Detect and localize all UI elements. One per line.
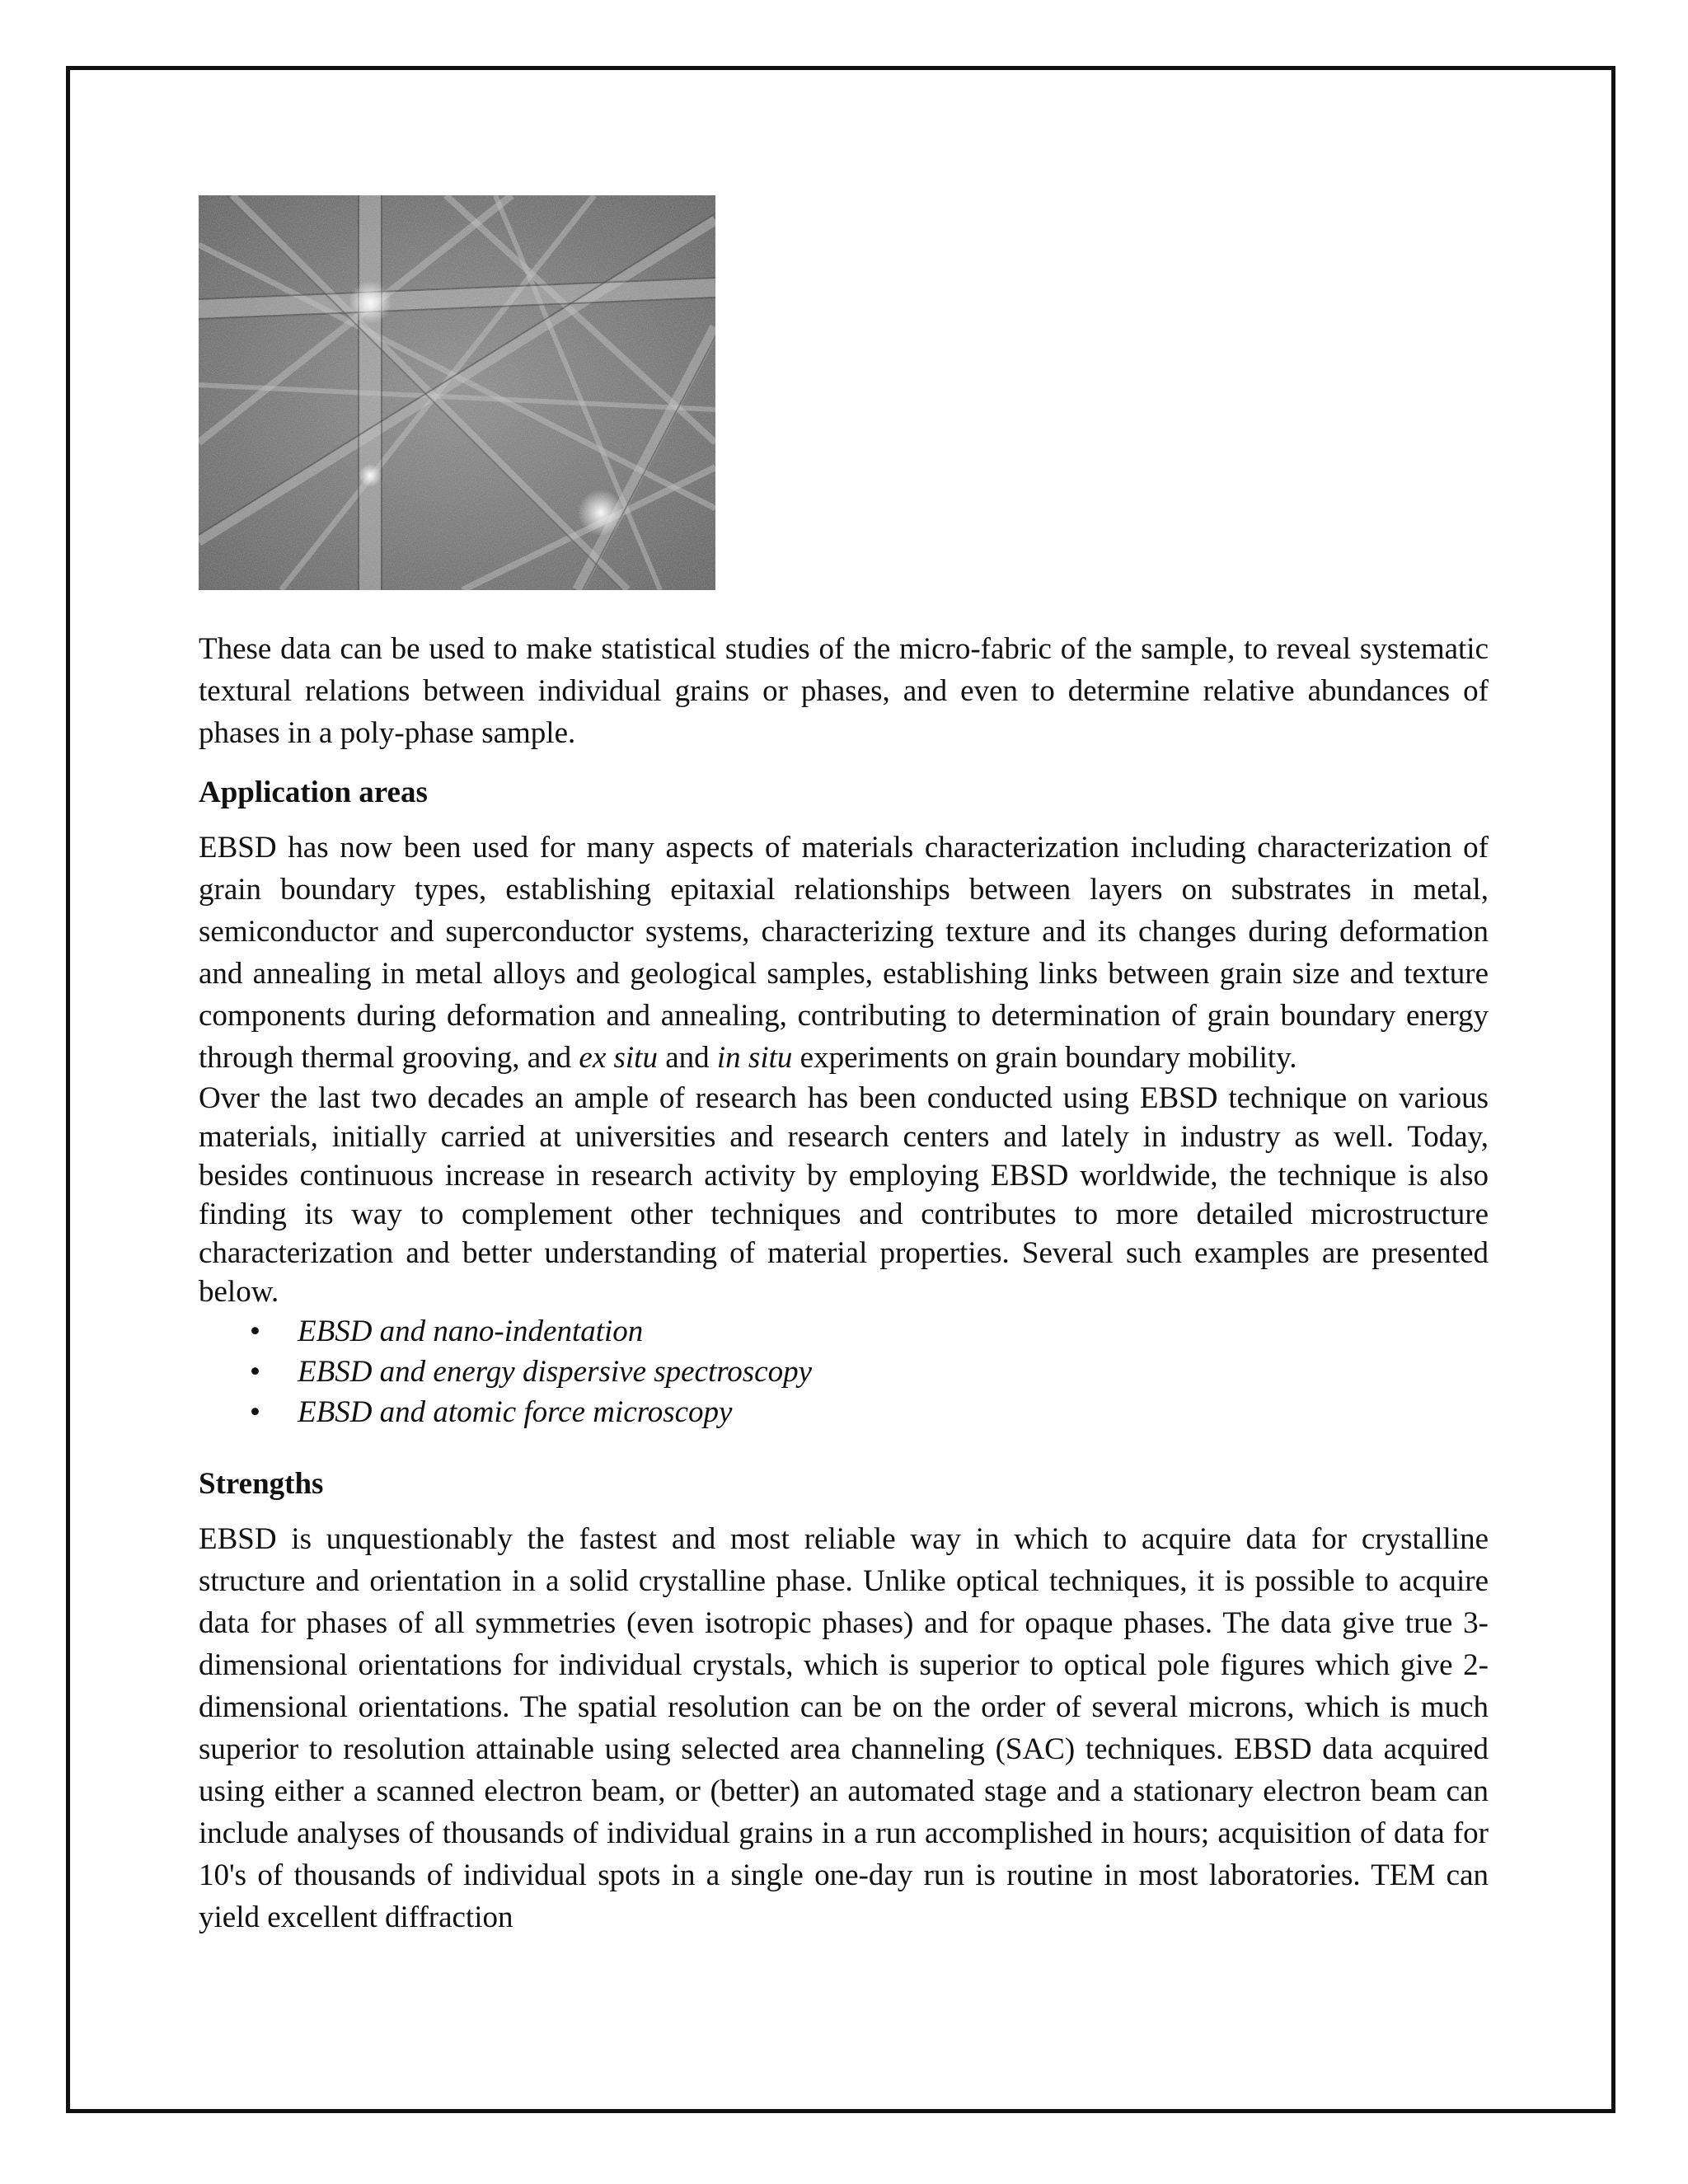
strengths-paragraph: EBSD is unquestionably the fastest and most reliable way in which to acquire data for crystalline structure and orientation in a solid crystalline phase. Unlike optical techniques, it is possible to acquire data for phases of all symmetries (even isotropic phases) and for opaque phases. The data give true 3-dimensional orientations for individual crystals, which is superior to optical pole figures which give 2-dimensional orientations. The spatial resolution can be on the order of several microns, which is much superior to resolution attainable using selected area channeling (SAC) techniques. EBSD data acquired using either a scanned electron beam, or (better) an automated stage and a stationary electron beam can include analyses of thousands of individual grains in a run accomplished in hours; acquisition of data for 10's of thousands of individual spots in a single one-day run is routine in most laboratories. TEM can yield excellent diffraction bbox=[199, 1522, 1489, 1934]
page-content bbox=[199, 195, 1489, 1938]
list-item bbox=[250, 1352, 1489, 1392]
strengths-heading: Strengths bbox=[199, 1467, 324, 1501]
kikuchi-pattern-graphic bbox=[199, 195, 715, 590]
list-item bbox=[250, 1392, 1489, 1432]
bullet-icon: • bbox=[250, 1355, 260, 1389]
list-item-text: EBSD and energy dispersive spectroscopy bbox=[298, 1355, 813, 1389]
examples-bullet-list bbox=[199, 1311, 1489, 1432]
ebsd-kikuchi-pattern-image bbox=[199, 195, 715, 590]
application-areas-heading: Application areas bbox=[199, 776, 428, 809]
intro-paragraph: These data can be used to make statistical studies of the micro-fabric of the sample, to reveal systematic textural relations between individual grains or phases, and even to determine relative abundances of phases in a poly-phase sample. bbox=[199, 632, 1489, 750]
bullet-icon: • bbox=[250, 1395, 260, 1429]
ex-situ-term: ex situ bbox=[579, 1041, 658, 1075]
bullet-icon: • bbox=[250, 1315, 260, 1348]
list-item-text: EBSD and nano-indentation bbox=[298, 1315, 644, 1348]
application-paragraph-1 bbox=[199, 827, 1489, 1079]
application-paragraph-1-tail: experiments on grain boundary mobility. bbox=[792, 1041, 1297, 1075]
list-item-text: EBSD and atomic force microscopy bbox=[298, 1395, 733, 1429]
list-item bbox=[250, 1311, 1489, 1352]
application-paragraph-2: Over the last two decades an ample of research has been conducted using EBSD technique on various materials, initially carried at universities and research centers and lately in industry as well. Today, besides continuous increase in research activity by employing EBSD worldwide, the technique is also finding its way to complement other techniques and contributes to more detailed microstructure characterization and better understanding of material properties. Several such examples are presented below. bbox=[199, 1081, 1489, 1309]
conjunction-and: and bbox=[657, 1041, 717, 1075]
in-situ-term: in situ bbox=[716, 1041, 793, 1075]
application-paragraph-1-text: EBSD has now been used for many aspects of materials characterization including characterization of grain boundary types, establishing epitaxial relationships between layers on substrates in metal, semiconductor and superconductor systems, characterizing texture and its changes during deformation and annealing in metal alloys and geological samples, establishing links between grain size and texture components during deformation and annealing, contributing to determination of grain boundary energy through thermal grooving, and bbox=[199, 831, 1489, 1075]
